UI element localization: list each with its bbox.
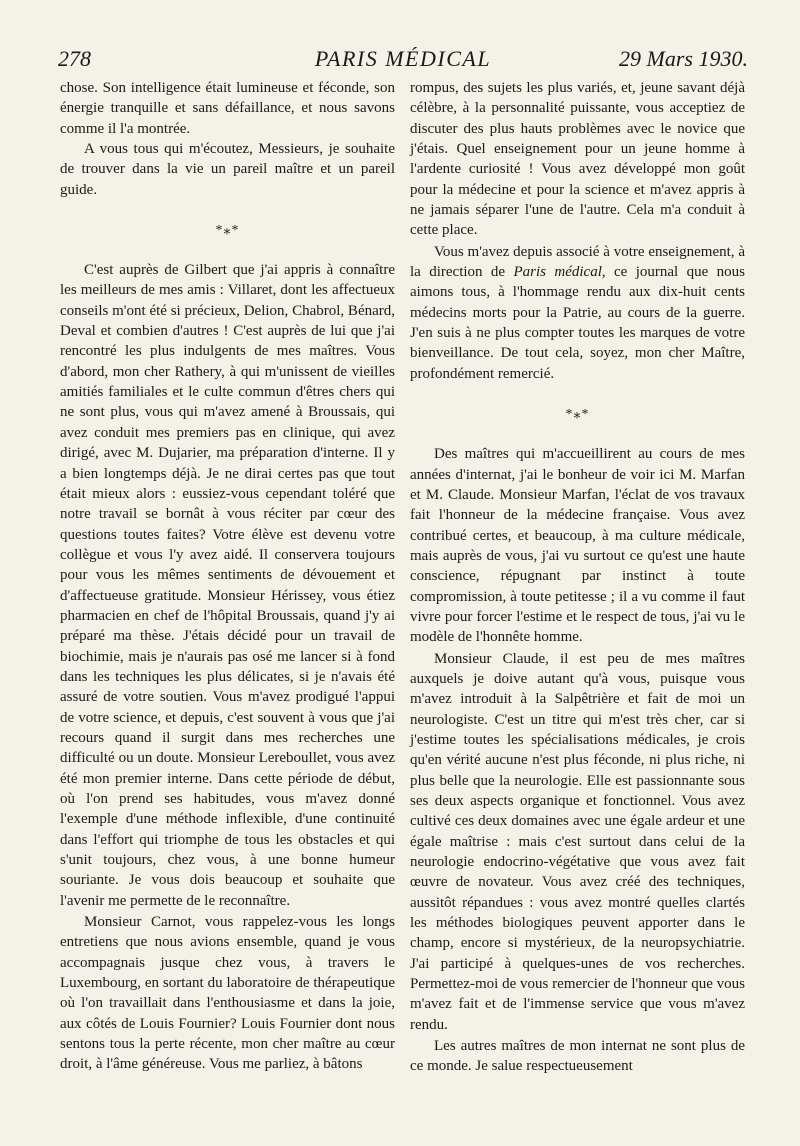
paragraph-right-3: Des maîtres qui m'accueillirent au cours de mes années d'internat, j'ai le bonheur de voir ici M. Marfan et M. Claude. Monsieur Marfan, l'éclat de vos travaux fait l'honneur de la médecine française. Vous avez contribué certes, et beaucoup, à ma culture médicale, mais auprès de vous, j'ai vu surtout ce qu'est une haute conscience, répugnant par instinct à toute compromission, à toute petitesse ; il a vu comme il faut vivre pour forcer l'estime et le respect de tous, j'ai vu le modèle de l'honnête homme. (410, 446, 745, 646)
page-header (58, 44, 748, 74)
paragraph-right-1: rompus, des sujets les plus variés, et, jeune savant déjà célèbre, à la personnalité puissante, vous acceptiez de discuter des plus hauts problèmes avec le novice que j'étais. Quel enseignement pour un jeune homme à l'ardente curiosité ! Vous avez développé mon goût pour la médecine et pour la science et m'avez appris à ne jamais séparer l'une de l'autre. Cela m'a conduit à cette place. (410, 80, 745, 239)
section-separator (60, 200, 395, 260)
paragraph-right-2-end: , ce journal que nous aimons tous, à l'hommage rendu aux dix-huit cents médecins morts pour la Patrie, au cours de la guerre. J'en suis à ne plus compter toutes les marques de votre bienveillance. De tout cela, soyez, mon cher Maître, profondément remercié. (410, 264, 745, 382)
paragraph-left-3: C'est auprès de Gilbert que j'ai appris à connaître les meilleurs de mes amis : Villaret, dont les affectueux conseils m'ont été si précieux, Delion, Chabrol, Bénard, Deval et combien d'autres ! C'est auprès de lui que j'ai rencontré les plus indulgents de mes maîtres. Vous d'abord, mon cher Rathery, à qui m'unissent de vieilles amitiés familiales et le culte commun d'êtres chers qui ne sont plus, vous qui m'avez amené à Broussais, qui avez conduit mes premiers pas en clinique, qui avez dirigé, avec M. Dujarier, ma préparation d'interne. Il y a bien longtemps déjà. Je ne dirai certes pas que tout était mieux alors : eussiez-vous cependant toléré que notre travail se bornât à vous réciter par cœur des questions toutes faites? Votre élève est devenu votre collègue et vous l'y avez aidé. Il conservera toujours pour vous les mêmes sentiments de dévouement et d'affectueuse gratitude. Monsieur Hérissey, vous étiez pharmacien en chef de l'hôpital Broussais, quand j'y ai préparé ma thèse. J'étais décidé pour un travail de biochimie, mais je n'aurais pas osé me lancer si à fond dans les techniques les plus délicates, si je n'avais été assuré de votre soutien. Vous m'avez prodigué l'appui de votre science, et depuis, c'est souvent à vous que j'ai recours quand il surgit dans mes recherches une difficulté ou un doute. Monsieur Lereboullet, vous avez été mon premier interne. Dans cette période de début, où l'on prend ses habitudes, vous m'avez donné l'exemple d'une méthode inflexible, d'une continuité dans l'effort qui triomphe de tous les obstacles et qui s'unit toujours, chez vous, à une bonne humeur souriante. Je vous dois beaucoup et souhaite que l'avenir me permette de le reconnaître. (60, 262, 395, 909)
asterism-symbol: *⁎* (565, 406, 590, 422)
asterism-symbol: *⁎* (215, 222, 240, 238)
paragraph-right-2-start: Vous m'avez depuis associé à votre enseignement, à la direction de (410, 243, 745, 281)
right-column (410, 78, 745, 1077)
paragraph-right-5: Les autres maîtres de mon internat ne sont plus de ce monde. Je salue respectueusement (410, 1038, 745, 1075)
paragraph-right-4: Monsieur Claude, il est peu de mes maîtres auxquels je doive autant qu'à vous, puisque vous m'avez introduit à la Salpêtrière et fait de moi un neurologiste. C'est un titre qui m'est très cher, car si j'estime toutes les spécialisations médicales, je crois qu'en vérité aucune n'est plus féconde, ni plus riche, ni plus belle que la neurologie. Elle est passionnante sous ses deux aspects organique et fonctionnel. Vous avez cultivé ces deux domaines avec une égale ardeur et une égale maîtrise : mais c'est surtout dans celui de la neurologie endocrino-végétative que vous avez fait œuvre de novateur. Vous avez créé des techniques, aussitôt répandues : vous avez montré quelles clartés les méthodes biologiques peuvent apporter dans le champ, encore si mystérieux, de la neuropsychiatrie. J'ai participé à quelques-unes de vos recherches. Permettez-moi de vous remercier de l'honneur que vous m'avez fait et de l'immense service que vous m'avez rendu. (410, 650, 745, 1033)
paragraph-right-2 (410, 242, 745, 384)
left-column (60, 78, 395, 1075)
page-number: 278 (58, 46, 91, 71)
section-separator (410, 384, 745, 444)
issue-date: 29 Mars 1930. (619, 46, 748, 71)
journal-name-italic: Paris médical (513, 264, 602, 281)
paragraph-left-4: Monsieur Carnot, vous rappelez-vous les longs entretiens que nous avions ensemble, quand je vous accompagnais jusque chez vous, à travers le Luxembourg, en sortant du laboratoire de thérapeutique où l'on travaillait dans l'enthousiasme et dans la joie, aux côtés de Louis Fournier? Louis Fournier dont nous sentons tous la perte récente, mon cher maître au cœur droit, à l'âme généreuse. Vous me parliez, à bâtons (60, 914, 395, 1073)
journal-title: PARIS MÉDICAL (314, 46, 492, 71)
paragraph-left-1: chose. Son intelligence était lumineuse et féconde, son énergie tranquille et sans défaillance, et nous savons comme il l'a montrée. (60, 80, 395, 137)
paragraph-left-2: A vous tous qui m'écoutez, Messieurs, je souhaite de trouver dans la vie un pareil maître et un pareil guide. (60, 141, 395, 198)
